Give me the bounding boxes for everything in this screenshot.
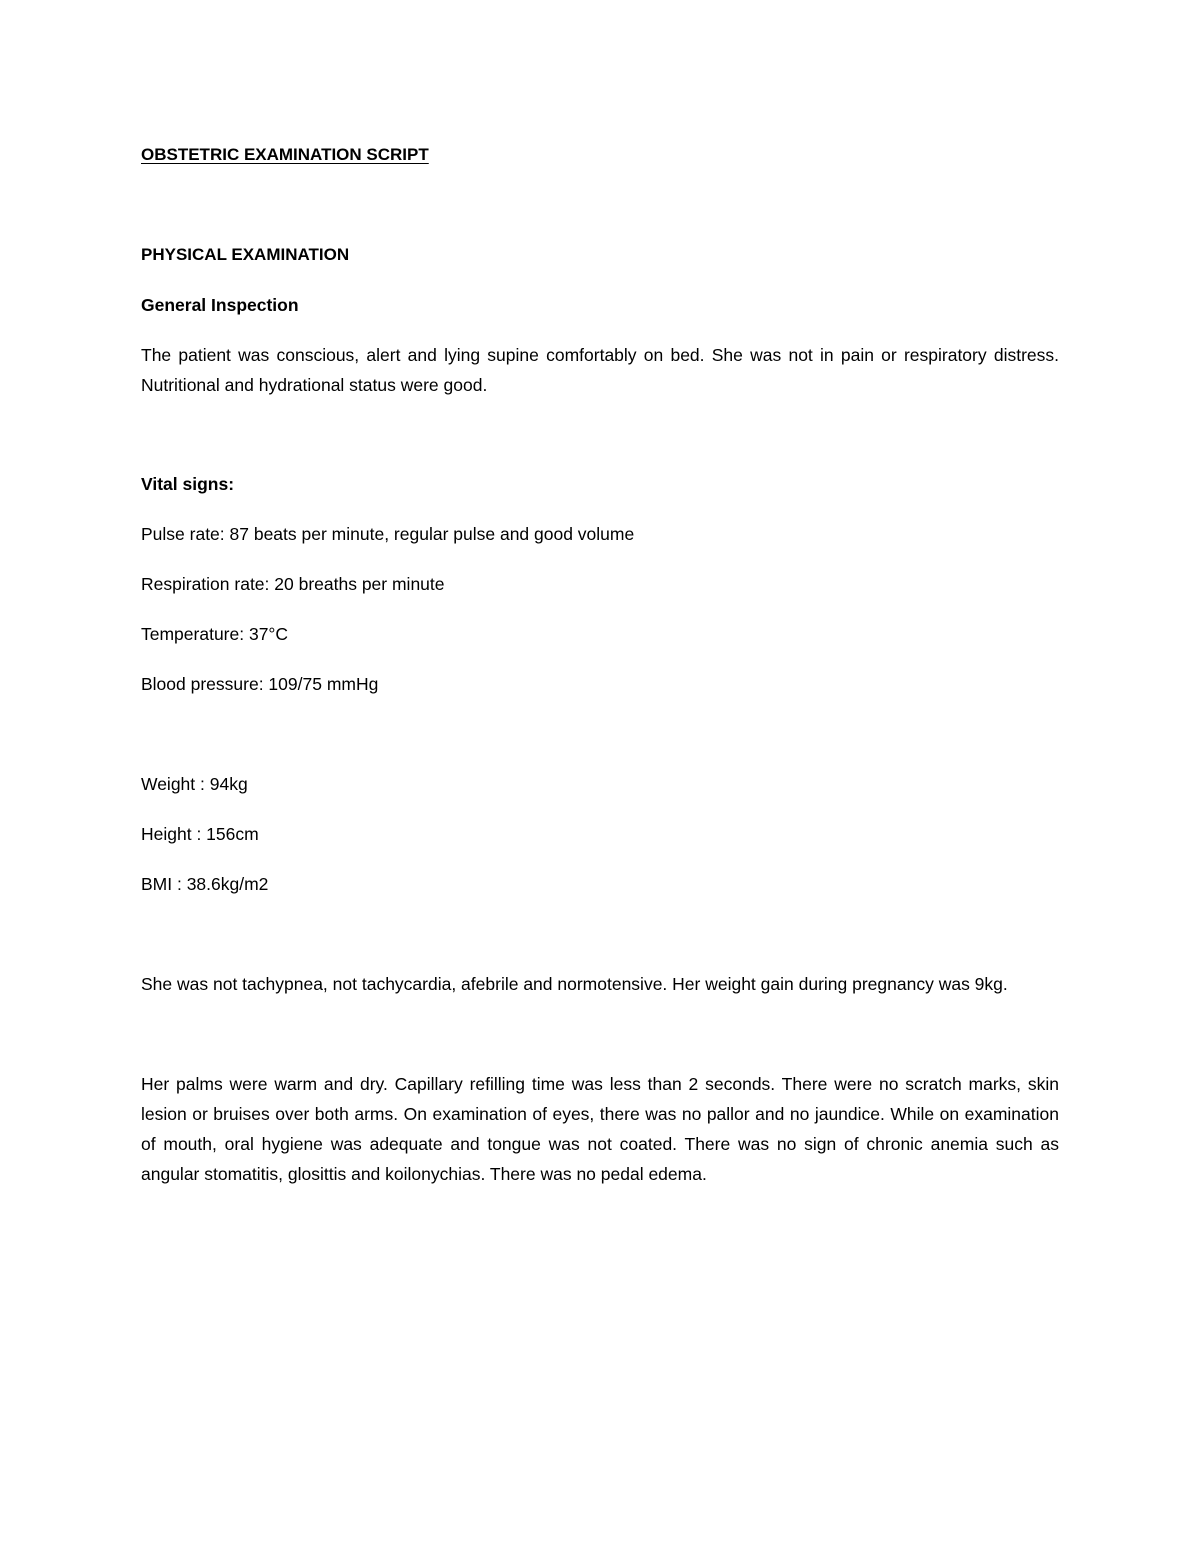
spacer [141,549,1059,569]
spacer [141,999,1059,1069]
spacer [141,170,1059,240]
document-title: OBSTETRIC EXAMINATION SCRIPT [141,145,429,164]
spacer [141,699,1059,769]
bmi-line: BMI : 38.6kg/m2 [141,874,269,894]
spacer [141,400,1059,469]
weight-line: Weight : 94kg [141,774,248,794]
general-inspection-paragraph: The patient was conscious, alert and lying supine comfortably on bed. She was not in pain or respiratory distress. Nutritional and hydrational status were good. [141,345,1059,395]
spacer [141,849,1059,869]
findings-paragraph: Her palms were warm and dry. Capillary refilling time was less than 2 seconds. There were no scratch marks, skin lesion or bruises over both arms. On examination of eyes, there was no pallor and no jaundice. While on examination of mouth, oral hygiene was adequate and tongue was not coated. There was no sign of chronic anemia such as angular stomatitis, glosittis and koilonychias. There was no pedal edema. [141,1074,1059,1184]
temperature-line: Temperature: 37°C [141,624,289,644]
blood-pressure-line: Blood pressure: 109/75 mmHg [141,674,379,694]
respiration-rate-line: Respiration rate: 20 breaths per minute [141,574,445,594]
spacer [141,270,1059,290]
spacer [141,899,1059,969]
spacer [141,799,1059,819]
subheading-vital-signs: Vital signs: [141,474,235,494]
spacer [141,320,1059,340]
summary-paragraph: She was not tachypnea, not tachycardia, afebrile and normotensive. Her weight gain during pregnancy was 9kg. [141,974,1008,994]
document-body [141,140,1059,1189]
spacer [141,599,1059,619]
section-heading-physical-examination: PHYSICAL EXAMINATION [141,245,350,264]
subheading-general-inspection: General Inspection [141,295,299,315]
height-line: Height : 156cm [141,824,259,844]
pulse-rate-line: Pulse rate: 87 beats per minute, regular pulse and good volume [141,524,635,544]
spacer [141,499,1059,519]
spacer [141,649,1059,669]
